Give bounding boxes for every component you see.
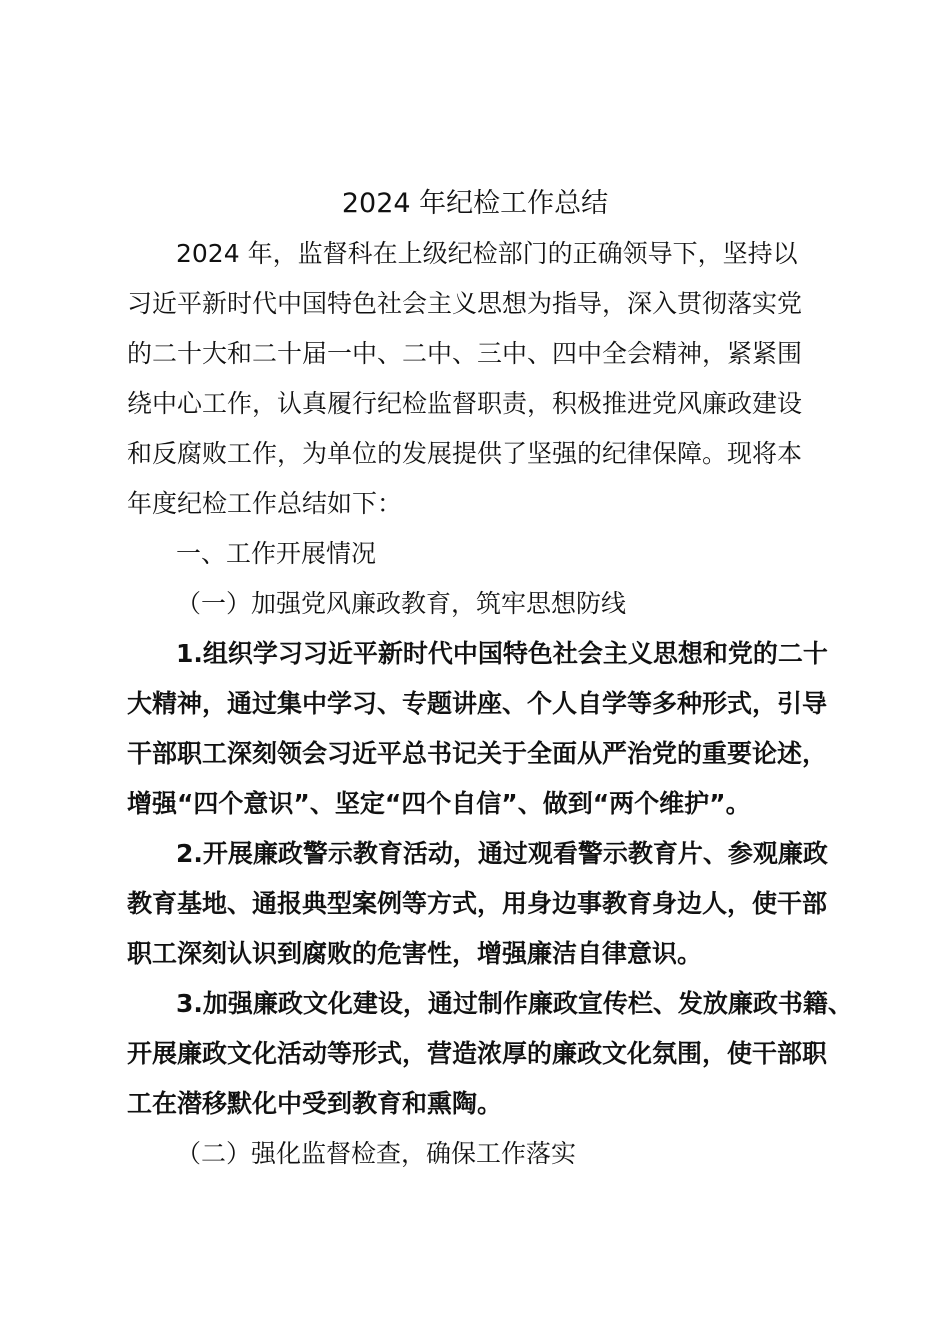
item-2-line-1: 2.开展廉政警示教育活动，通过观看警示教育片、参观廉政: [176, 839, 828, 868]
intro-line-4: 绕中心工作，认真履行纪检监督职责，积极推进党风廉政建设: [127, 389, 803, 418]
intro-line-3: 的二十大和二十届一中、二中、三中、四中全会精神，紧紧围: [127, 339, 803, 368]
section-1-heading: 一、工作开展情况: [176, 539, 377, 568]
item-1-line-1: 1.组织学习习近平新时代中国特色社会主义思想和党的二十: [176, 639, 828, 668]
document-title: 2024 年纪检工作总结: [341, 188, 609, 219]
item-1-line-2: 大精神，通过集中学习、专题讲座、个人自学等多种形式，引导: [127, 689, 828, 718]
item-3-line-3: 工在潜移默化中受到教育和熏陶。: [127, 1089, 503, 1118]
intro-line-1: 2024 年，监督科在上级纪检部门的正确领导下，坚持以: [176, 239, 798, 268]
item-1-line-4: 增强“四个意识”、坚定“四个自信”、做到“两个维护”。: [127, 789, 751, 818]
intro-line-5: 和反腐败工作，为单位的发展提供了坚强的纪律保障。现将本: [127, 439, 803, 468]
item-2-line-3: 职工深刻认识到腐败的危害性，增强廉洁自律意识。: [127, 939, 703, 968]
item-3-line-2: 开展廉政文化活动等形式，营造浓厚的廉政文化氛围，使干部职: [127, 1039, 828, 1068]
intro-line-2: 习近平新时代中国特色社会主义思想为指导，深入贯彻落实党: [127, 289, 803, 318]
intro-line-6: 年度纪检工作总结如下：: [127, 489, 403, 518]
item-1-line-3: 干部职工深刻领会习近平总书记关于全面从严治党的重要论述，: [127, 739, 828, 768]
subsection-1-heading: （一）加强党风廉政教育，筑牢思想防线: [176, 589, 627, 618]
item-2-line-2: 教育基地、通报典型案例等方式，用身边事教育身边人，使干部: [127, 889, 828, 918]
item-3-line-1: 3.加强廉政文化建设，通过制作廉政宣传栏、发放廉政书籍、: [176, 989, 853, 1018]
subsection-2-heading: （二）强化监督检查，确保工作落实: [176, 1139, 577, 1168]
